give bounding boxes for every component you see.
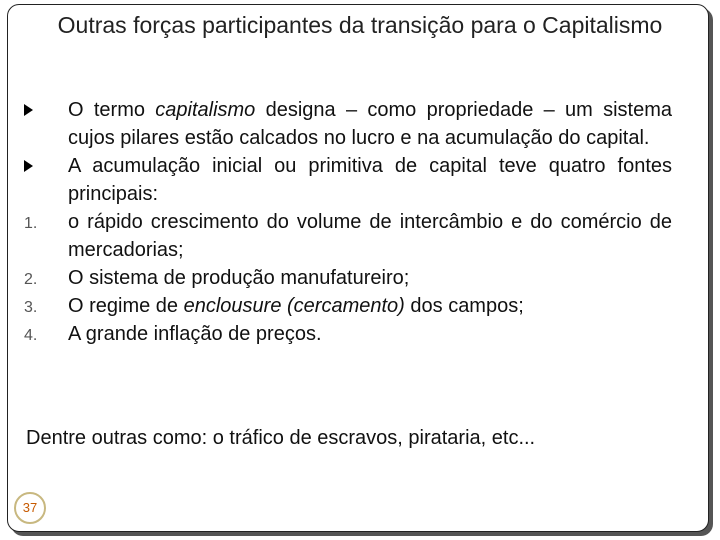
list-item [24, 292, 672, 320]
arrow-bullet-icon [24, 160, 33, 172]
list-item [24, 320, 672, 348]
list-number: 2. [24, 271, 38, 288]
list-number: 3. [24, 299, 38, 316]
list-number: 4. [24, 327, 38, 344]
list-number: 1. [24, 215, 38, 232]
slide-number-badge: 37 [14, 492, 46, 524]
list-item-text: O sistema de produção manufatureiro; [68, 267, 410, 289]
list-item-text: A grande inflação de preços. [68, 323, 322, 345]
list-item [24, 152, 672, 208]
list-item-text: O termo capitalismo designa – como propriedade – um sistema cujos pilares estão calcados no lucro e na acumulação do capital. [68, 99, 672, 149]
list-item [24, 264, 672, 292]
list-item-text: A acumulação inicial ou primitiva de capital teve quatro fontes principais: [68, 155, 672, 205]
slide-body [24, 96, 672, 348]
slide-title: Outras forças participantes da transição para o Capitalismo [57, 12, 663, 38]
list-item-text: O regime de enclousure (cercamento) dos campos; [68, 295, 524, 317]
closing-text: Dentre outras como: o tráfico de escravos, pirataria, etc... [26, 427, 536, 449]
list-item [24, 96, 672, 152]
list-item-text: o rápido crescimento do volume de intercâmbio e do comércio de mercadorias; [68, 211, 672, 261]
arrow-bullet-icon [24, 104, 33, 116]
list-item [24, 208, 672, 264]
